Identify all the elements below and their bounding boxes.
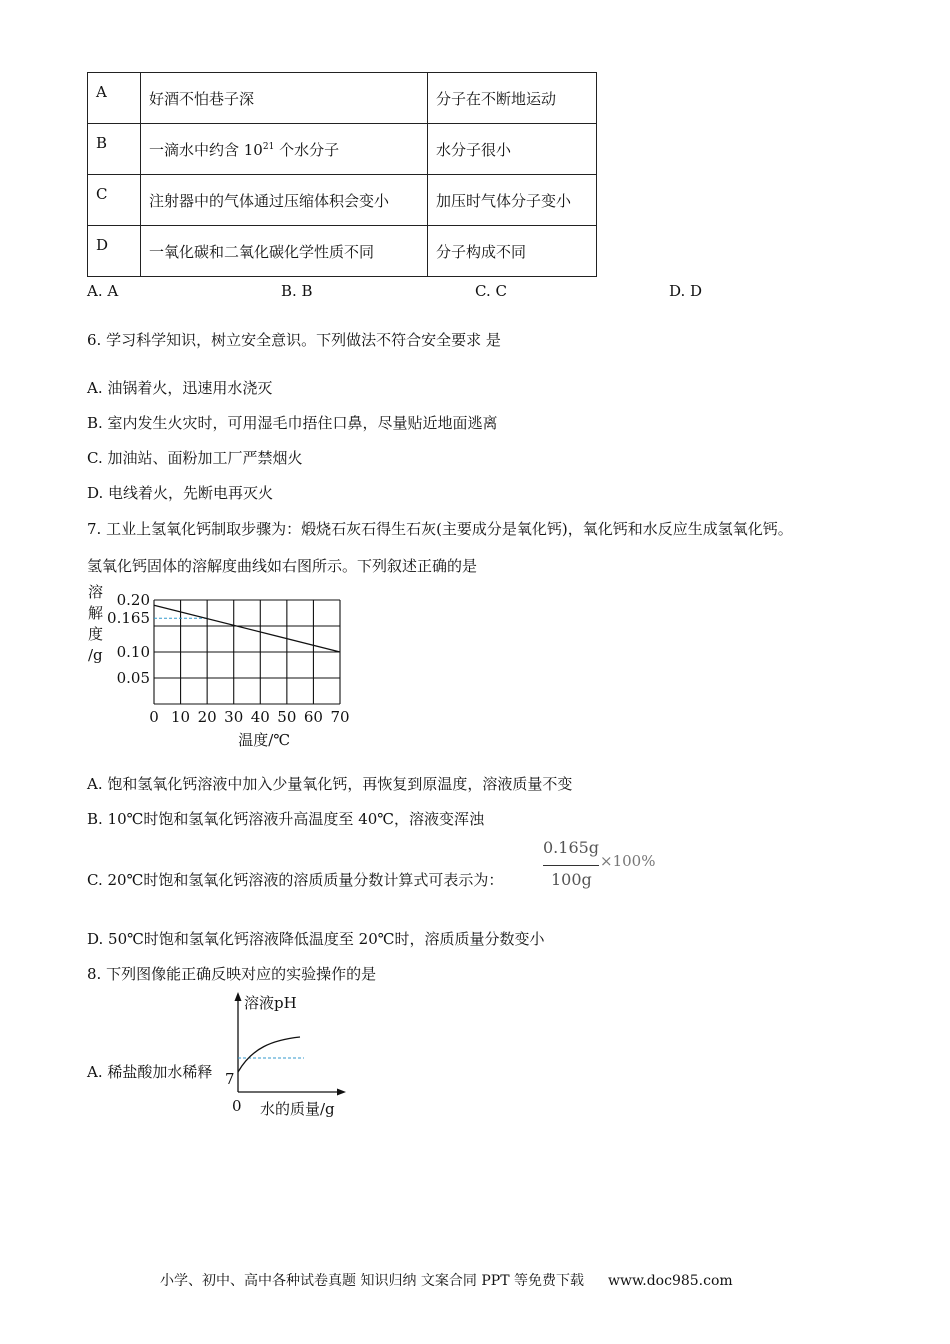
q6-option-a[interactable]: A. 油锅着火，迅速用水浇灭 [87, 379, 273, 397]
phenomenon-post: 个水分子 [274, 140, 340, 159]
row-label: B [88, 124, 141, 175]
q5-option-b[interactable]: B. B [281, 282, 313, 300]
fraction-bar [543, 865, 599, 866]
row-label: D [88, 226, 141, 277]
formula-multiplier: ×100% [600, 852, 656, 870]
solubility-chart [80, 580, 370, 752]
table-row [88, 73, 597, 124]
ph-y-mark: 7 [225, 1070, 235, 1088]
row-phenomenon [141, 124, 428, 175]
y-tick-label: 0.20 [116, 591, 150, 609]
ph-chart [222, 990, 362, 1120]
x-tick-label: 40 [250, 708, 270, 726]
q7-stem-line1: 7. 工业上氢氧化钙制取步骤为：煅烧石灰石得生石灰(主要成分是氧化钙)，氧化钙和水反应生成氢氧化钙。 [87, 520, 793, 538]
q6-option-b[interactable]: B. 室内发生火灾时，可用湿毛巾捂住口鼻，尽量贴近地面逃离 [87, 414, 498, 432]
footer-url[interactable]: www.doc985.com [607, 1273, 733, 1289]
x-axis-label: 温度/℃ [238, 731, 291, 749]
row-explanation: 水分子很小 [428, 124, 597, 175]
table-row [88, 124, 597, 175]
q7-option-c[interactable]: C. 20℃时饱和氢氧化钙溶液的溶质质量分数计算式可表示为： [87, 871, 504, 889]
q7-option-b[interactable]: B. 10℃时饱和氢氧化钙溶液升高温度至 40℃，溶液变浑浊 [87, 810, 485, 828]
table-row [88, 175, 597, 226]
x-arrow-icon [337, 1089, 346, 1096]
series-line [154, 605, 340, 652]
x-tick-label: 0 [149, 708, 159, 726]
row-phenomenon: 一氧化碳和二氧化碳化学性质不同 [141, 226, 428, 277]
y-label-char: /g [88, 646, 103, 664]
x-tick-label: 70 [330, 708, 350, 726]
x-tick-labels [149, 708, 349, 726]
q6-option-d[interactable]: D. 电线着火，先断电再灭火 [87, 484, 274, 502]
q5-option-d[interactable]: D. D [669, 282, 703, 300]
x-tick-label: 10 [171, 708, 191, 726]
q7-option-a[interactable]: A. 饱和氢氧化钙溶液中加入少量氧化钙，再恢复到原温度，溶液质量不变 [87, 775, 573, 793]
y-label-char: 度 [88, 625, 104, 643]
ph-x-label: 水的质量/g [260, 1100, 335, 1118]
y-tick-label: 0.05 [116, 669, 150, 687]
exponent: 21 [262, 141, 275, 152]
y-tick-label: 0.165 [107, 609, 150, 628]
q6-stem: 6. 学习科学知识，树立安全意识。下列做法不符合安全要求 是 [87, 331, 501, 349]
row-explanation: 分子在不断地运动 [428, 73, 597, 124]
q7-stem-line2: 氢氧化钙固体的溶解度曲线如右图所示。下列叙述正确的是 [87, 557, 478, 575]
row-label: A [88, 73, 141, 124]
row-label: C [88, 175, 141, 226]
option-table [87, 72, 597, 277]
q8-stem: 8. 下列图像能正确反映对应的实验操作的是 [87, 965, 377, 983]
ph-y-label: 溶液pH [244, 994, 297, 1012]
row-phenomenon: 好酒不怕巷子深 [141, 73, 428, 124]
q5-option-c[interactable]: C. C [475, 282, 507, 300]
phenomenon-pre: 一滴水中约含 10 [149, 140, 263, 159]
chart-grid [154, 600, 340, 704]
row-phenomenon: 注射器中的气体通过压缩体积会变小 [141, 175, 428, 226]
q6-option-c[interactable]: C. 加油站、面粉加工厂严禁烟火 [87, 449, 303, 467]
page-footer [160, 1270, 733, 1290]
y-axis-label [88, 583, 103, 664]
ph-origin-label: 0 [232, 1097, 242, 1115]
formula-denominator: 100g [551, 870, 592, 889]
x-tick-label: 50 [277, 708, 297, 726]
y-label-char: 溶 [88, 583, 104, 601]
y-arrow-icon [235, 992, 242, 1001]
x-tick-label: 30 [224, 708, 244, 726]
row-explanation: 分子构成不同 [428, 226, 597, 277]
table-row [88, 226, 597, 277]
row-explanation: 加压时气体分子变小 [428, 175, 597, 226]
y-tick-label: 0.10 [116, 643, 150, 661]
ph-curve [238, 1037, 300, 1072]
footer-text: 小学、初中、高中各种试卷真题 知识归纳 文案合同 PPT 等免费下载 [160, 1273, 584, 1289]
q5-option-a[interactable]: A. A [87, 282, 119, 300]
y-tick-labels [107, 591, 150, 687]
q8-option-a[interactable]: A. 稀盐酸加水稀释 [87, 1063, 213, 1081]
q7-option-d[interactable]: D. 50℃时饱和氢氧化钙溶液降低温度至 20℃时，溶质质量分数变小 [87, 930, 545, 948]
formula-numerator: 0.165g [543, 838, 600, 857]
y-label-char: 解 [88, 604, 104, 622]
x-tick-label: 20 [197, 708, 217, 726]
x-tick-label: 60 [303, 708, 323, 726]
